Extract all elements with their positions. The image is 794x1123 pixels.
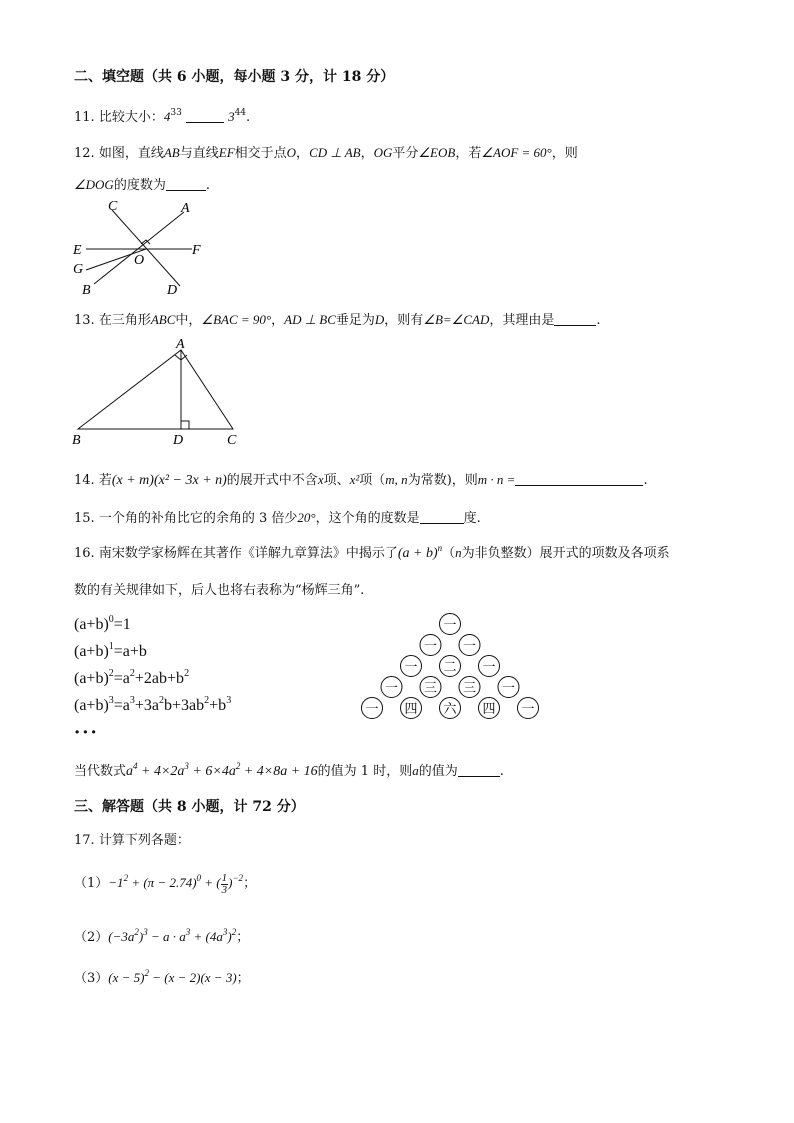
q14-mn: m, n <box>385 472 408 487</box>
pascal-number: 一 <box>443 618 457 633</box>
q16-answer-blank[interactable] <box>458 763 500 777</box>
q12-text-d: ， <box>296 146 310 161</box>
q16-n-exp: n <box>437 543 443 553</box>
label-g: G <box>73 262 84 277</box>
right-angle-mark-d <box>181 421 189 429</box>
pascal-number: 一 <box>482 660 496 675</box>
q15-degree: 20° <box>297 510 316 525</box>
f2-rhs-exp2: 2 <box>184 668 190 679</box>
label-b: B <box>82 283 91 298</box>
q17-part-2 <box>74 926 249 945</box>
q15-answer-blank[interactable] <box>420 510 464 524</box>
question-14 <box>74 469 648 489</box>
line-ab <box>94 212 184 284</box>
pascal-number: 一 <box>462 639 477 654</box>
q17-number: 17. <box>74 833 95 848</box>
q16-text-b: （ <box>442 546 456 561</box>
q16-n: n <box>455 545 462 560</box>
q16-ab: (a + b) <box>397 546 438 561</box>
fraction-one-third: $\frac{1}{3}$ <box>221 871 228 896</box>
question-12-line1 <box>74 142 578 161</box>
f1-rhs: =a+b <box>113 643 147 660</box>
label-d: D <box>173 433 184 448</box>
f3-rhs3: b+3ab <box>164 697 205 714</box>
pascal-number: 一 <box>521 702 535 717</box>
label-d: D <box>167 283 178 298</box>
q17-part-1 <box>74 872 256 896</box>
label-f: F <box>192 243 201 258</box>
q12-number: 12. <box>74 146 95 161</box>
pascal-number: 一 <box>384 681 399 696</box>
q17-p1-label: （1） <box>74 876 109 891</box>
label-c: C <box>227 433 237 448</box>
question-15 <box>74 507 481 526</box>
q12-angle-aof: ∠AOF = 60° <box>481 145 552 160</box>
q12-text-e: ， <box>360 146 374 161</box>
q16-text-a: 南宋数学家杨辉在其著作《详解九章算法》中揭示了 <box>98 546 398 561</box>
q15-text-a: 一个角的补角比它的余角的 3 倍少 <box>98 511 298 526</box>
f3-rhs-exp2: 2 <box>159 695 165 706</box>
pascal-number: 一 <box>365 702 379 717</box>
q12-ef: EF <box>218 145 235 160</box>
q13-text-f: ，其理由是 <box>489 313 555 328</box>
q17-p2-end: ； <box>236 930 250 945</box>
q11-answer-blank[interactable] <box>186 109 224 123</box>
q11-end: . <box>246 110 251 125</box>
q12-end: . <box>205 178 210 193</box>
q11-number: 11. <box>74 110 95 125</box>
f0-rhs: =1 <box>113 616 131 633</box>
q17-p1-end: ； <box>243 876 257 891</box>
q12-text-g: ，若 <box>455 146 482 161</box>
f3-rhs1: =a <box>113 697 130 714</box>
q12-text-f: 平分 <box>392 146 419 161</box>
q16-polynomial: $a^4 + 4\times 2a^3 + 6\times 4a^2 + 4\times 8a + 16$ <box>126 761 318 779</box>
q13-abc: ABC <box>150 312 176 327</box>
pascal-circles <box>362 614 539 719</box>
question-12-line2 <box>74 174 210 193</box>
q12-ab: AB <box>163 145 180 160</box>
q12-text-l2: 的度数为 <box>113 178 166 193</box>
section-2-title: 二、填空题（共 6 小题，每小题 3 分，计 18 分） <box>74 69 395 85</box>
label-b: B <box>72 433 81 448</box>
q14-expr2: (x² − 3x + n) <box>153 473 227 488</box>
q13-text-a: 在三角形 <box>98 313 151 328</box>
f0-base: (a+b) <box>74 616 109 633</box>
pascal-number: 三 <box>423 681 438 696</box>
f3-rhs-exp4: 3 <box>226 695 232 706</box>
q12-text-h: ，则 <box>551 146 578 161</box>
q17-p2-expression: $(-3a^2)^3 - a \cdot a^3 + (4a^3)^2$ <box>108 927 237 944</box>
q12-answer-blank[interactable] <box>166 177 206 191</box>
q17-p3-label: （3） <box>74 971 109 986</box>
q13-d: D <box>374 312 385 327</box>
q13-answer-blank[interactable] <box>554 312 596 326</box>
q12-text-b: 与直线 <box>179 146 219 161</box>
formula-power-3 <box>74 697 231 715</box>
question-11 <box>74 106 250 125</box>
q13-text-c: ， <box>271 313 285 328</box>
f1-exp: 1 <box>108 641 114 652</box>
q13-angle-bac: ∠BAC = 90° <box>201 312 272 327</box>
q13-end: . <box>596 313 601 328</box>
pascal-number: 四 <box>482 702 496 717</box>
line-cd <box>112 210 180 286</box>
f0-exp: 0 <box>108 614 114 625</box>
f2-rhs-exp1: 2 <box>129 668 135 679</box>
q14-number: 14. <box>74 473 95 488</box>
q12-text-c: 相交于点 <box>234 146 287 161</box>
q17-text: 计算下列各题： <box>98 833 190 848</box>
q11-base1: 4 <box>163 109 171 124</box>
q14-text-e: 为常数)，则 <box>407 473 478 488</box>
q13-text-e: ，则有 <box>384 313 424 328</box>
formula-ellipsis: ··· <box>74 722 99 743</box>
question-16-line2: 数的有关规律如下，后人也将右表称为“杨辉三角”. <box>74 583 365 598</box>
q16-last-text-c: 的值为 <box>418 764 458 779</box>
question-17 <box>74 829 190 848</box>
q13-figure <box>66 334 256 450</box>
pascal-number: 一 <box>404 660 418 675</box>
q16-a: a <box>412 763 419 778</box>
pascal-number: 六 <box>443 702 457 717</box>
section-3-title: 三、解答题（共 8 小题，计 72 分） <box>74 799 305 815</box>
label-e: E <box>73 243 82 258</box>
q12-og: OG <box>373 145 393 160</box>
q12-cd-perp-ab: CD ⊥ AB <box>309 145 361 160</box>
f2-rhs1: =a <box>113 670 130 687</box>
formula-power-2 <box>74 670 189 688</box>
q11-exp2: 44 <box>234 108 247 118</box>
q15-text-c: 度. <box>463 511 481 526</box>
q15-number: 15. <box>74 511 95 526</box>
q12-figure <box>64 194 214 300</box>
q16-number: 16. <box>74 546 95 561</box>
q14-text-b: 的展开式中不含 <box>226 473 318 488</box>
q14-text-a: 若 <box>98 473 112 488</box>
q14-expr1: (x + m) <box>111 473 154 488</box>
yang-hui-triangle <box>350 608 550 732</box>
q14-end: . <box>643 473 648 488</box>
pascal-number: 三 <box>462 681 477 696</box>
f3-exp: 3 <box>108 695 114 706</box>
q16-last-text-b: 的值为 1 时，则 <box>317 764 413 779</box>
f3-rhs-exp1: 3 <box>129 695 135 706</box>
q16-end: . <box>499 764 504 779</box>
q13-condition: ∠B=∠CAD <box>423 312 490 327</box>
q14-x: x <box>317 472 324 487</box>
f3-rhs4: +b <box>209 697 227 714</box>
q11-base2: 3 <box>228 109 235 124</box>
formula-power-0 <box>74 616 131 634</box>
formula-power-1 <box>74 643 147 661</box>
q14-text-d: 项（ <box>359 473 386 488</box>
question-16-line3 <box>74 760 504 780</box>
q16-last-text-a: 当代数式 <box>74 764 127 779</box>
q14-m-dot-n: m · n = <box>477 472 516 487</box>
q11-text: 比较大小： <box>98 110 164 125</box>
label-o: O <box>134 253 145 268</box>
f1-base: (a+b) <box>74 643 109 660</box>
label-a: A <box>181 201 190 216</box>
q15-text-b: ，这个角的度数是 <box>315 511 420 526</box>
f2-rhs2: +2ab+b <box>134 670 185 687</box>
q16-text-c: 为非负整数）展开式的项数及各项系 <box>461 546 670 561</box>
f3-base: (a+b) <box>74 697 109 714</box>
q13-number: 13. <box>74 313 95 328</box>
q14-x2: x² <box>349 472 360 487</box>
label-a: A <box>176 337 185 352</box>
f3-rhs-exp3: 2 <box>204 695 210 706</box>
question-13 <box>74 309 601 328</box>
q13-ad-perp-bc: AD ⊥ BC <box>284 312 336 327</box>
pascal-number: 四 <box>404 702 418 717</box>
f2-base: (a+b) <box>74 670 109 687</box>
q12-text-a: 如图，直线 <box>98 146 164 161</box>
f3-rhs2: +3a <box>134 697 160 714</box>
triangle-abc <box>78 350 233 429</box>
q17-p2-label: （2） <box>74 930 109 945</box>
q14-answer-blank[interactable] <box>515 472 643 486</box>
q14-text-c: 项、 <box>323 473 350 488</box>
q13-text-b: 中， <box>175 313 202 328</box>
q12-o: O <box>286 145 297 160</box>
f2-exp: 2 <box>108 668 114 679</box>
q17-p3-end: ； <box>236 971 250 986</box>
q12-angle-dog: ∠DOG <box>74 177 114 192</box>
pascal-number: 一 <box>501 681 516 696</box>
q11-exp1: 33 <box>170 108 182 118</box>
q17-p1-expression: $-1^2 + (\pi - 2.74)^0$ + ( $\frac{1}{3}$ )$^{-2}$ <box>108 871 244 896</box>
q13-text-d: 垂足为 <box>335 313 375 328</box>
pascal-number: 二 <box>443 660 457 675</box>
pascal-number: 一 <box>423 639 438 654</box>
label-c: C <box>108 199 118 214</box>
question-16-line1 <box>74 542 670 562</box>
q17-p3-expression: $(x - 5)^2 - (x - 2)(x - 3)$ <box>108 968 237 985</box>
q12-angle-eob: ∠EOB <box>418 145 456 160</box>
q17-part-3 <box>74 967 250 986</box>
